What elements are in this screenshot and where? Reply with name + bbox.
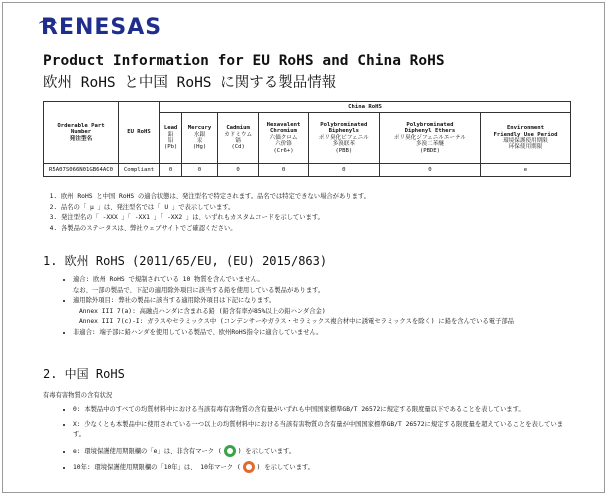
header-part-number: Orderable Part Number 発注型名 [44, 102, 119, 164]
list-item: • e: 環境保護使用期限欄の「e」は、非含有マーク ( ) を示しています。 [73, 445, 573, 458]
cell-eu-status: Compliant [119, 164, 160, 177]
rohs-table [43, 101, 571, 177]
list-item: • 適用除外項目: 弊社の製品に該当する適用除外項目は下記になります。 Annex III 7(a): 高融点ハンダに含まれる鉛 (鉛含有率が85%以上の鉛ハンダ合金) Annex III 7(c)-I: ガラスやセラミックス中 (コンデンサーやガラス・セラミックス複合材中に誘電セラミックスを除く) に鉛を含んでいる電子部品 [73, 296, 573, 328]
cell-cadmium: 0 [217, 164, 259, 177]
list-item: • X: 少なくとも本製品中に使用されている一つ以上の均質材料中における当該有害物質の含有量が中国国家標準GB/T 26572に規定する限度量を超えていることを表しています。 [73, 420, 573, 441]
table-row [44, 164, 571, 177]
renesas-logo: RENESAS [41, 15, 163, 40]
china-rohs-bullets [61, 405, 573, 478]
header-environment-use-period: Environment Friendly Use Period 環境保護使用期限 环保使用期限 [480, 113, 570, 164]
cell-lead: 0 [160, 164, 182, 177]
section-lead-text: 有毒有害物質の含有状況 [43, 392, 113, 399]
document-page [2, 2, 605, 493]
note-item: 2. 品名の「 μ 」は、発注型名では「 U 」で表示しています。 [61, 203, 581, 214]
cell-part-number: R5A07S066N01GB64AC0 [44, 164, 119, 177]
header-eu-rohs: EU RoHS [119, 102, 160, 164]
title-japanese: 欧州 RoHS と中国 RoHS に関する製品情報 [43, 75, 337, 91]
cell-chromium: 0 [259, 164, 308, 177]
header-cadmium: Cadmium カドミウム 镉 (Cd) [217, 113, 259, 164]
cell-pbde: 0 [379, 164, 480, 177]
header-pbde: Polybrominated Diphenyl Ethers ポリ臭化ジフェニルエーテル 多溴二苯醚 (PBDE) [379, 113, 480, 164]
list-item: • 0: 本製品中のすべての均質材料中における当該有毒有害物質の含有量がいずれも中国国家標準GB/T 26572に規定する限度量以下であることを表しています。 [73, 405, 573, 416]
header-china-rohs: China RoHS [160, 102, 571, 113]
logo-swoosh-icon [39, 20, 57, 28]
list-item: • 10年: 環境保護使用期限欄の「10年」は、 10年マーク ( ) を示しています。 [73, 461, 573, 474]
header-lead: Lead 鉛 铅 (Pb) [160, 113, 182, 164]
non-containing-mark-icon [224, 445, 236, 457]
title-english: Product Information for EU RoHS and China RoHS [43, 53, 445, 69]
cell-pbb: 0 [308, 164, 379, 177]
eu-rohs-bullets [61, 275, 573, 338]
header-pbb: Polybrominated Biphenyls ポリ臭化ビフェニル 多溴联苯 (PBB) [308, 113, 379, 164]
section-heading-china-rohs: 2. 中国 RoHS [43, 367, 125, 381]
note-item: 3. 発注型名の「 -XXX 」「 -XX1 」「 -XX2 」は、いずれもカスタムコードを示しています。 [61, 213, 581, 224]
cell-mercury: 0 [182, 164, 218, 177]
notes-list [43, 192, 581, 234]
ten-year-mark-icon [243, 461, 255, 473]
header-mercury: Mercury 水銀 汞 (Hg) [182, 113, 218, 164]
list-item: • 適合: 欧州 RoHS で規制されている 10 物質を含んでいません。 なお、一部の製品で、下記の適用除外項目に該当する鉛を使用している製品があります。 [73, 275, 573, 296]
list-item: • 非適合: 端子部に鉛ハンダを使用している製品で、欧州RoHS指令に適合していません。 [73, 328, 573, 339]
cell-use-period: e [480, 164, 570, 177]
note-item: 1. 欧州 RoHS と中国 RoHS の適合状態は、発注型名で特定されます。品名では特定できない場合があります。 [61, 192, 581, 203]
note-item: 4. 各製品のステータスは、弊社ウェブサイトでご確認ください。 [61, 224, 581, 235]
section-heading-eu-rohs: 1. 欧州 RoHS (2011/65/EU, (EU) 2015/863) [43, 254, 328, 268]
header-hexavalent-chromium: Hexavalent Chromium 六価クロム 六价铬 (Cr6+) [259, 113, 308, 164]
